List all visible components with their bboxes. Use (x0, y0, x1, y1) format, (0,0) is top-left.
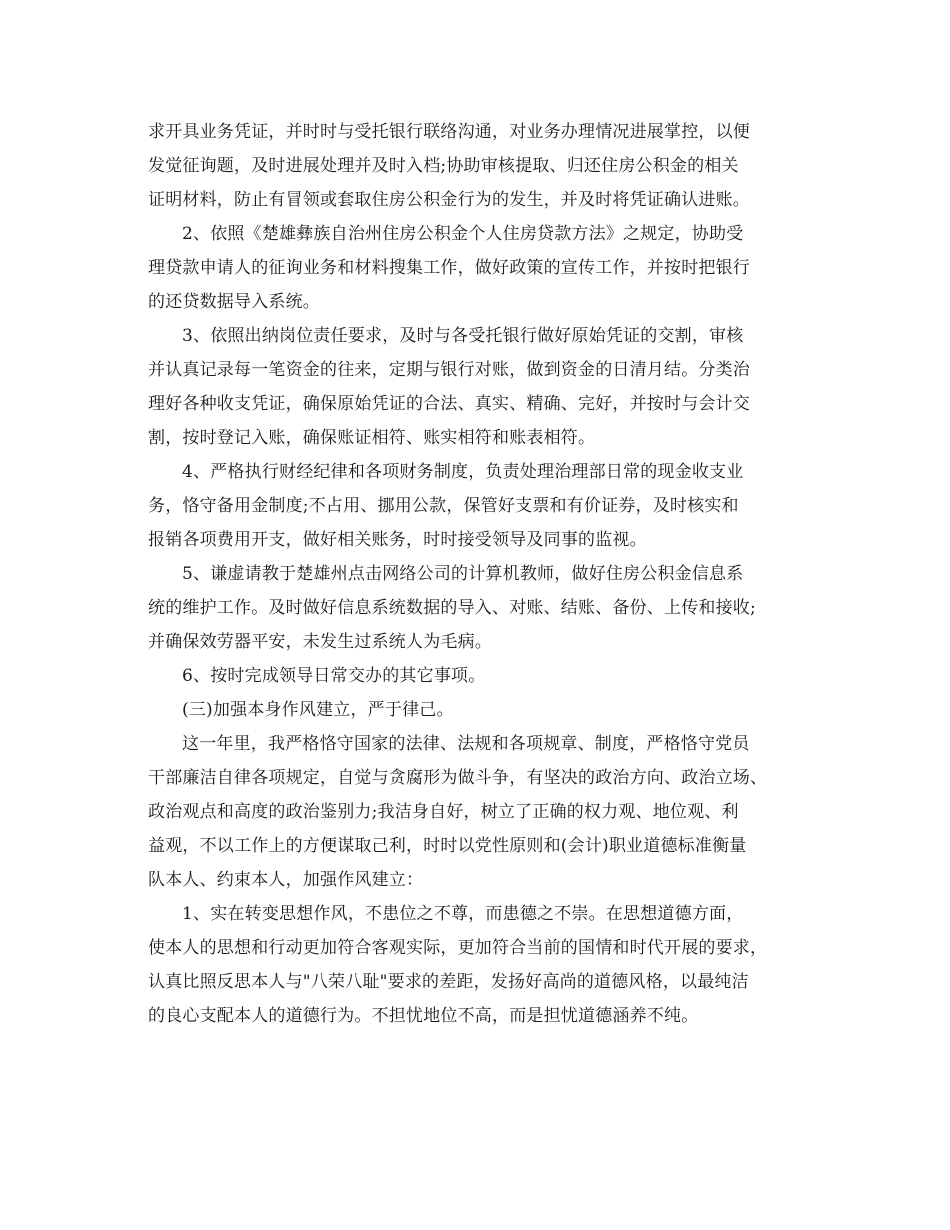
text-line: 益观，不以工作上的方便谋取己利，时时以党性原则和(会计)职业道德标准衡量 (148, 836, 747, 856)
text-line: 割，按时登记入账，确保账证相符、账实相符和账表相符。 (148, 428, 596, 448)
text-line: 使本人的思想和行动更加符合客观实际，更加符合当前的国情和时代开展的要求， (148, 938, 768, 958)
paragraph-start-line: 5、谦虚请教于楚雄州点击网络公司的计算机教师，做好住房公积金信息系 (182, 564, 744, 584)
text-line: 证明材料，防止有冒领或套取住房公积金行为的发生，并及时将凭证确认进账。 (148, 190, 750, 210)
text-line: 队本人、约束本人，加强作风建立： (148, 870, 424, 890)
paragraph-start-line: 这一年里，我严格恪守国家的法律、法规和各项规章、制度，严格恪守党员 (182, 734, 750, 754)
paragraph-start-line: 3、依照出纳岗位责任要求，及时与各受托银行做好原始凭证的交割，审核 (182, 326, 744, 346)
text-line: 发觉征询题，及时进展处理并及时入档;协助审核提取、归还住房公积金的相关 (148, 156, 739, 176)
paragraph-start-line: 6、按时完成领导日常交办的其它事项。 (182, 666, 486, 686)
text-line: 干部廉洁自律各项规定，自觉与贪腐形为做斗争，有坚决的政治方向、政治立场、 (148, 768, 768, 788)
document-body (148, 115, 828, 1033)
text-line: 统的维护工作。及时做好信息系统数据的导入、对账、结账、备份、上传和接收; (148, 598, 756, 618)
text-line: 并确保效劳器平安，未发生过系统人为毛病。 (148, 632, 492, 652)
text-line: 务，恪守备用金制度;不占用、挪用公款，保管好支票和有价证券，及时核实和 (148, 496, 739, 516)
text-line: 报销各项费用开支，做好相关账务，时时接受领导及同事的监视。 (148, 530, 647, 550)
section-heading: (三)加强本身作风建立，严于律己。 (182, 700, 454, 720)
text-line: 并认真记录每一笔资金的往来，定期与银行对账，做到资金的日清月结。分类治 (148, 360, 750, 380)
paragraph-start-line: 1、实在转变思想作风，不患位之不尊，而患德之不崇。在思想道德方面， (182, 904, 744, 924)
text-line: 求开具业务凭证，并时时与受托银行联络沟通，对业务办理情况进展掌控，以便 (148, 122, 750, 142)
text-line: 理贷款申请人的征询业务和材料搜集工作，做好政策的宣传工作，并按时把银行 (148, 258, 750, 278)
text-line: 的还贷数据导入系统。 (148, 292, 320, 312)
text-line: 的良心支配本人的道德行为。不担忧地位不高，而是担忧道德涵养不纯。 (148, 1006, 699, 1026)
text-line: 认真比照反思本人与"八荣八耻"要求的差距，发扬好高尚的道德风格，以最纯洁 (148, 972, 749, 992)
text-line: 政治观点和高度的政治鉴别力;我洁身自好，树立了正确的权力观、地位观、利 (148, 802, 739, 822)
paragraph-start-line: 2、依照《楚雄彝族自治州住房公积金个人住房贷款方法》之规定，协助受 (182, 224, 744, 244)
text-line: 理好各种收支凭证，确保原始凭证的合法、真实、精确、完好，并按时与会计交 (148, 394, 750, 414)
paragraph-start-line: 4、严格执行财经纪律和各项财务制度，负责处理治理部日常的现金收支业 (182, 462, 744, 482)
